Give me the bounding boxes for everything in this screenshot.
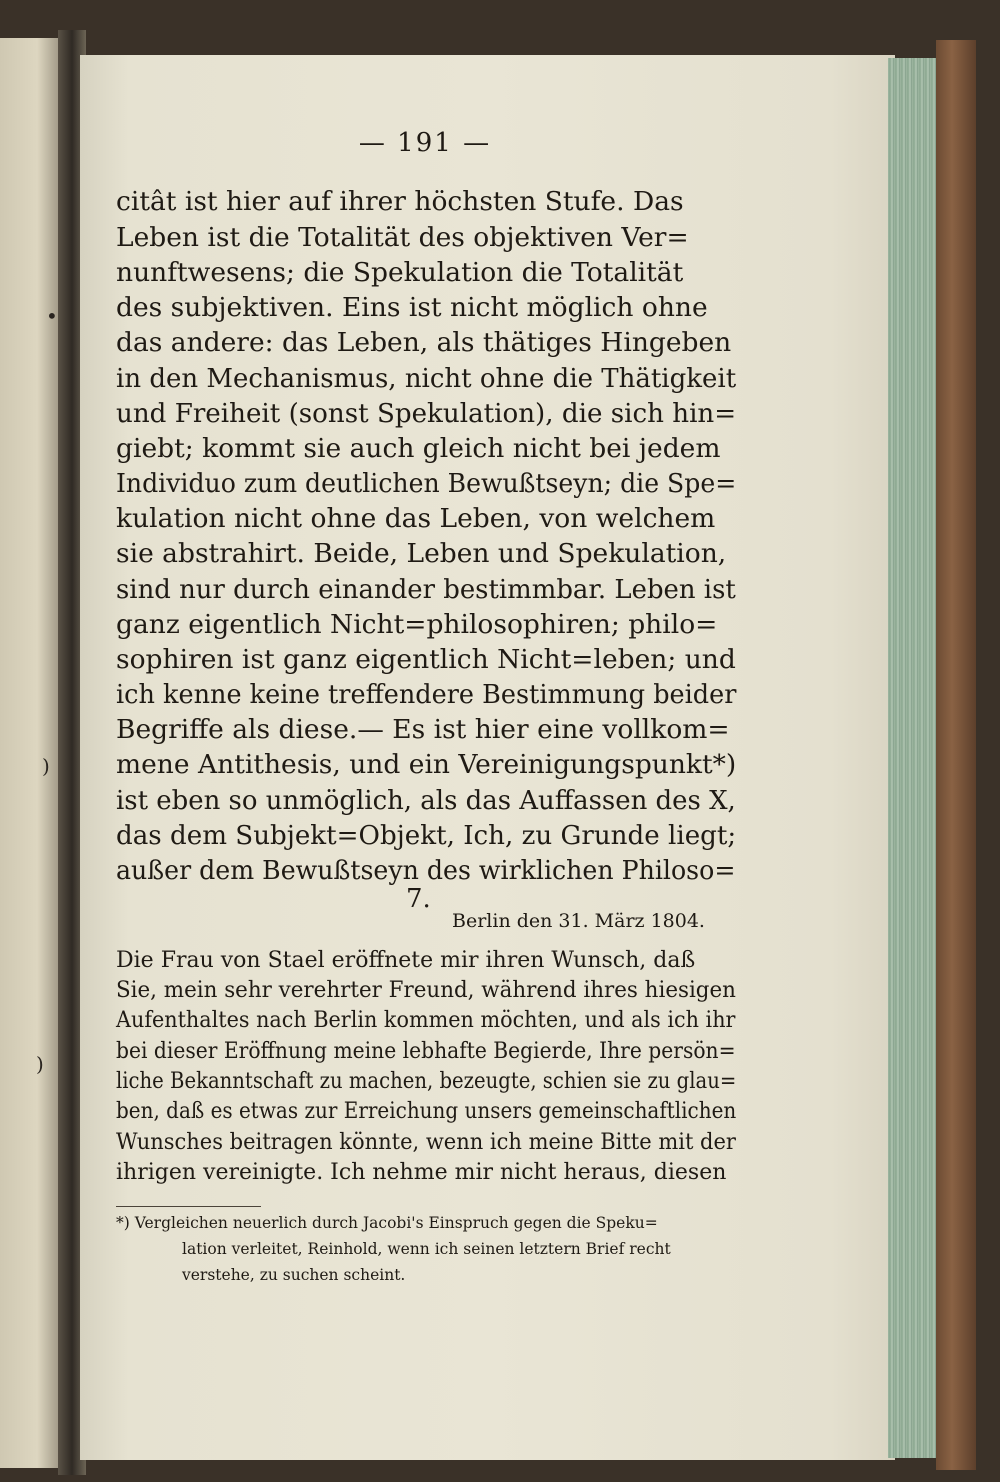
text-line: ist eben so unmöglich, als das Auffassen des X, xyxy=(116,785,736,816)
left-page-glyph: ) xyxy=(42,754,50,778)
text-line: mene Antithesis, und ein Vereinigungspunkt*) xyxy=(116,749,737,780)
letter-line: ben, daß es etwas zur Erreichung unsers gemeinschaftlichen xyxy=(116,1099,737,1124)
page-block-edges xyxy=(888,58,940,1458)
text-line: sie abstrahirt. Beide, Leben und Spekulation, xyxy=(116,538,727,569)
letter-line: Wunsches beitragen könnte, wenn ich meine Bitte mit der xyxy=(116,1130,736,1155)
text-line: das andere: das Leben, als thätiges Hingeben xyxy=(116,327,732,358)
footnote-line: verstehe, zu suchen scheint. xyxy=(182,1266,406,1284)
text-line: des subjektiven. Eins ist nicht möglich ohne xyxy=(116,292,708,323)
letter-line: Aufenthaltes nach Berlin kommen möchten, und als ich ihr xyxy=(116,1008,736,1033)
footnote-line: *) Vergleichen neuerlich durch Jacobi's Einspruch gegen die Speku= xyxy=(116,1214,658,1232)
letter-line: bei dieser Eröffnung meine lebhafte Begierde, Ihre persön= xyxy=(116,1039,736,1064)
left-page-edge xyxy=(0,38,62,1468)
book-cover-edge xyxy=(936,40,976,1470)
section-number: 7. xyxy=(406,884,431,914)
left-page-glyph: • xyxy=(46,304,58,328)
text-line: ganz eigentlich Nicht=philosophiren; philo= xyxy=(116,609,718,640)
text-line: citât ist hier auf ihrer höchsten Stufe. Das xyxy=(116,186,684,217)
letter-line: Sie, mein sehr verehrter Freund, während ihres hiesigen xyxy=(116,978,736,1003)
footnote-rule xyxy=(116,1206,261,1207)
text-line: sophiren ist ganz eigentlich Nicht=leben; und xyxy=(116,644,736,675)
page-number: — 191 — xyxy=(358,128,492,158)
letter-line: ihrigen vereinigte. Ich nehme mir nicht heraus, diesen xyxy=(116,1160,727,1185)
text-line: und Freiheit (sonst Spekulation), die sich hin= xyxy=(116,398,737,429)
letter-line: liche Bekanntschaft zu machen, bezeugte, schien sie zu glau= xyxy=(116,1069,737,1094)
text-line: außer dem Bewußtseyn des wirklichen Philoso= xyxy=(116,855,736,886)
text-line: giebt; kommt sie auch gleich nicht bei jedem xyxy=(116,433,721,464)
text-line: sind nur durch einander bestimmbar. Leben ist xyxy=(116,574,736,605)
text-line: nunftwesens; die Spekulation die Totalität xyxy=(116,257,684,288)
left-page-glyph: ) xyxy=(36,1052,44,1076)
text-line: in den Mechanismus, nicht ohne die Thätigkeit xyxy=(116,363,737,394)
text-line: Begriffe als diese.— Es ist hier eine vollkom= xyxy=(116,714,730,745)
text-line: das dem Subjekt=Objekt, Ich, zu Grunde liegt; xyxy=(116,820,737,851)
text-line: Individuo zum deutlichen Bewußtseyn; die Spe= xyxy=(116,468,737,499)
text-line: kulation nicht ohne das Leben, von welchem xyxy=(116,503,716,534)
letter-date: Berlin den 31. März 1804. xyxy=(452,910,705,932)
text-line: ich kenne keine treffendere Bestimmung beider xyxy=(116,679,737,710)
letter-line: Die Frau von Stael eröffnete mir ihren Wunsch, daß xyxy=(116,948,696,973)
text-line: Leben ist die Totalität des objektiven Ver= xyxy=(116,222,689,253)
footnote-line: lation verleitet, Reinhold, wenn ich seinen letztern Brief recht xyxy=(182,1240,671,1258)
